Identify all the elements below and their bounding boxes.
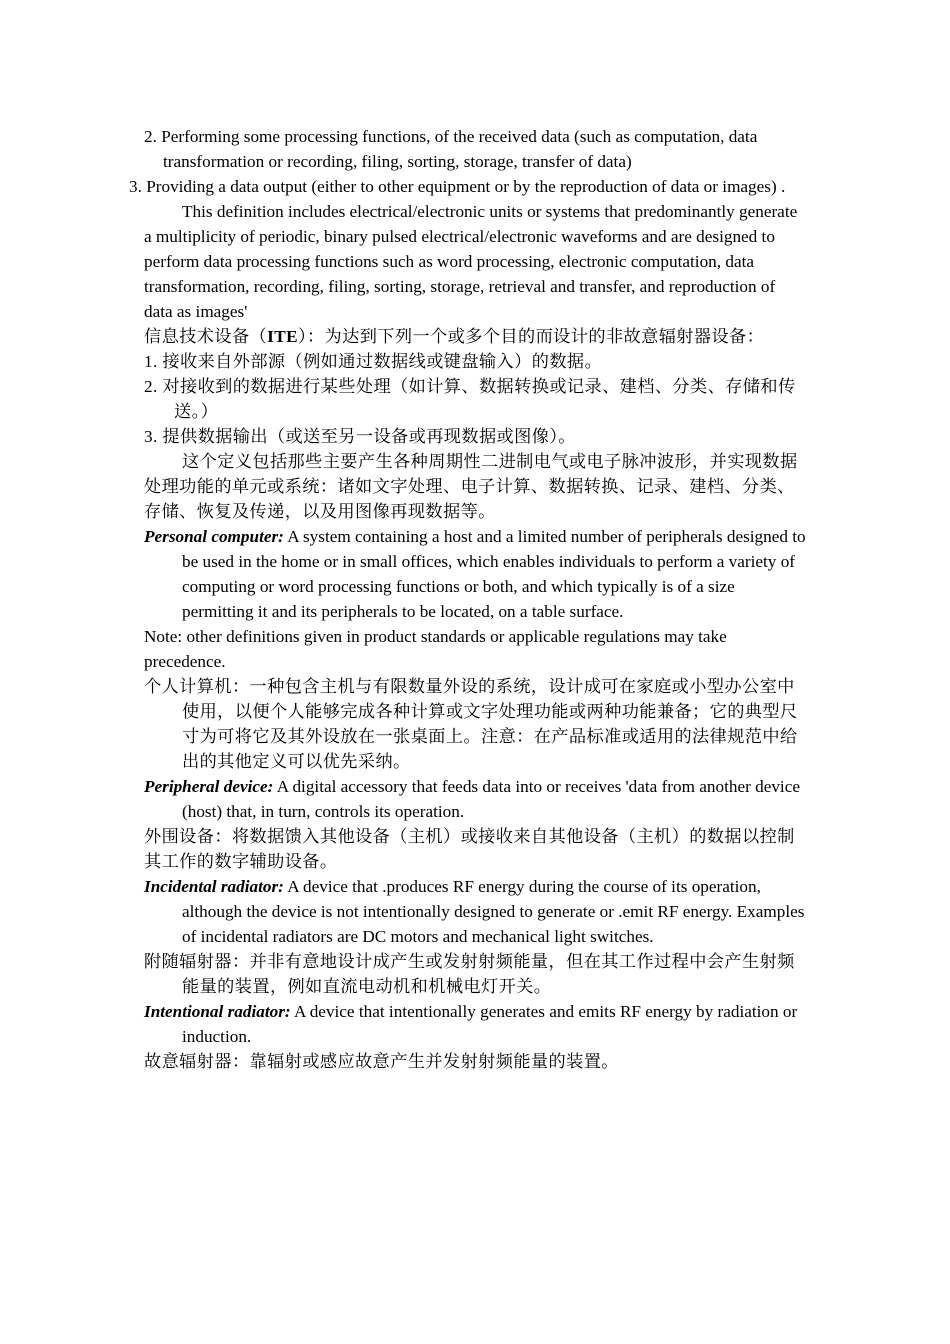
incidental-radiator-term: Incidental radiator:	[144, 877, 284, 896]
ite-suffix: ）：为达到下列一个或多个目的而设计的非故意辐射器设备：	[297, 327, 765, 346]
definition-paragraph-en: This definition includes electrical/electronic units or systems that predominantly generate a multiplicity of periodic, binary pulsed electrical/electronic waveforms and are designed to perform data processing functions such as word processing, electronic computation, data transformation, recording, filing, sorting, storage, retrieval and transfer, and reproduction of data as images'	[144, 202, 798, 321]
definition-paragraph-zh: 这个定义包括那些主要产生各种周期性二进制电气或电子脉冲波形，并实现数据处理功能的单元或系统：诸如文字处理、电子计算、数据转换、记录、建档、分类、存储、恢复及传递，以及用图像再现数据等。	[144, 452, 798, 521]
list-item-zh-2: 2. 对接收到的数据进行某些处理（如计算、数据转换或记录、建档、分类、存储和传送。）	[144, 377, 796, 421]
intentional-radiator-zh: 故意辐射器：靠辐射或感应故意产生并发射射频能量的装置。	[144, 1052, 619, 1071]
ite-prefix: 信息技术设备（	[144, 327, 268, 346]
intentional-radiator-definition	[144, 999, 806, 1049]
intentional-radiator-text: A device that intentionally generates and emits RF energy by radiation or induction.	[182, 1002, 798, 1046]
intentional-radiator-term: Intentional radiator:	[144, 1002, 291, 1021]
peripheral-device-term: Peripheral device:	[144, 777, 274, 796]
personal-computer-definition	[144, 524, 806, 624]
list-item-zh-3: 3. 提供数据输出（或送至另一设备或再现数据或图像）。	[144, 427, 576, 446]
list-item-en-2: 2. Performing some processing functions, of the received data (such as computation, data transformation or recording, filing, sorting, storage, transfer of data)	[144, 127, 758, 171]
ite-abbreviation: ITE	[267, 327, 298, 346]
personal-computer-note: Note: other definitions given in product standards or applicable regulations may take precedence.	[144, 627, 727, 671]
personal-computer-text: A system containing a host and a limited number of peripherals designed to be used in the home or in small offices, which enables individuals to perform a variety of computing or word processing functions or both, and which typically is of a size permitting it and its peripherals to be located, on a table surface.	[182, 527, 806, 621]
ite-definition-zh	[144, 324, 806, 349]
peripheral-device-text: A digital accessory that feeds data into or receives 'data from another device (host) that, in turn, controls its operation.	[182, 777, 800, 821]
incidental-radiator-text: A device that .produces RF energy during the course of its operation, although the device is not intentionally designed to generate or .emit RF energy. Examples of incidental radiators are DC motors and mechanical light switches.	[182, 877, 805, 946]
peripheral-device-definition	[144, 774, 806, 824]
list-item-zh-1: 1. 接收来自外部源（例如通过数据线或键盘输入）的数据。	[144, 352, 603, 371]
incidental-radiator-zh: 附随辐射器：并非有意地设计成产生或发射射频能量，但在其工作过程中会产生射频能量的装置，例如直流电动机和机械电灯开关。	[144, 952, 795, 996]
personal-computer-term: Personal computer:	[144, 527, 284, 546]
document-page	[129, 124, 806, 1074]
peripheral-device-zh: 外围设备：将数据馈入其他设备（主机）或接收来自其他设备（主机）的数据以控制其工作的数字辅助设备。	[144, 827, 795, 871]
list-item-en-3: 3. Providing a data output (either to other equipment or by the reproduction of data or images) .	[129, 177, 786, 196]
incidental-radiator-definition	[144, 874, 806, 949]
personal-computer-zh: 个人计算机：一种包含主机与有限数量外设的系统，设计成可在家庭或小型办公室中使用，以便个人能够完成各种计算或文字处理功能或两种功能兼备；它的典型尺寸为可将它及其外设放在一张桌面上。注意：在产品标准或适用的法律规范中给出的其他定义可以优先采纳。	[144, 677, 798, 771]
